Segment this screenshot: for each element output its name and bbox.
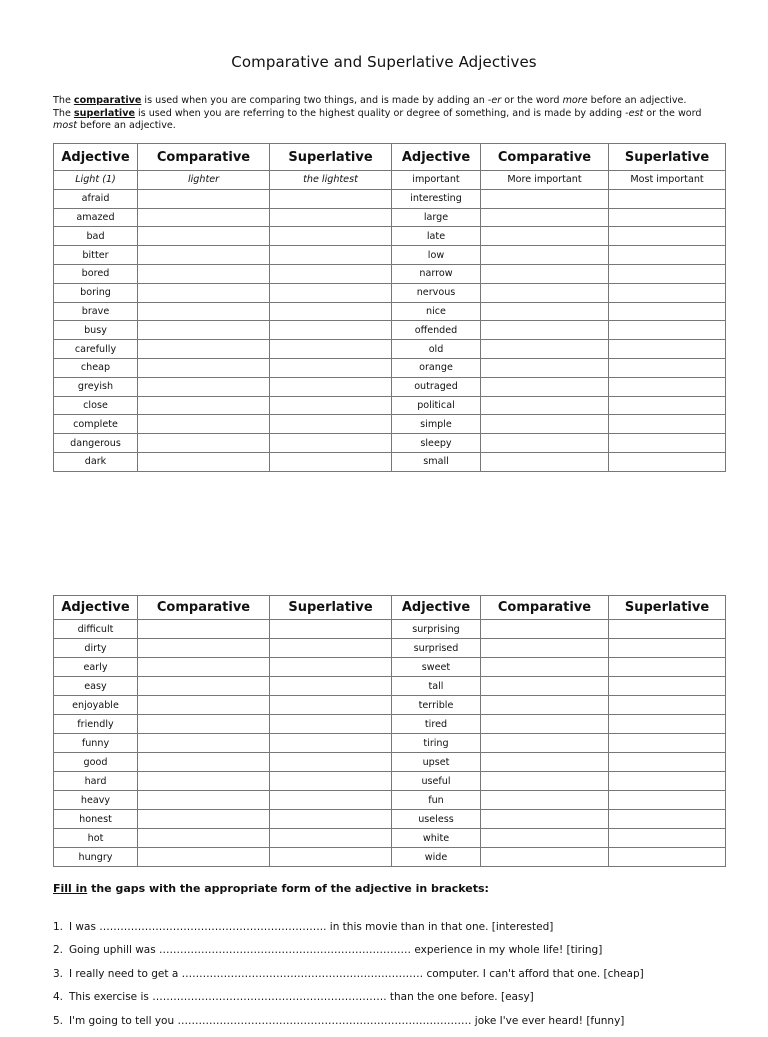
exercise-text: I'm going to tell you ………………………………………………………………………… joke I've ever heard! [funny] bbox=[69, 1014, 625, 1027]
adjective-cell: busy bbox=[54, 321, 138, 340]
superlative-blank[interactable] bbox=[609, 340, 726, 359]
col-header-adjective: Adjective bbox=[392, 144, 481, 171]
comparative-blank[interactable] bbox=[481, 377, 609, 396]
comparative-blank[interactable] bbox=[138, 772, 270, 791]
adjective-cell: tiring bbox=[392, 734, 481, 753]
superlative-blank[interactable] bbox=[609, 620, 726, 639]
comparative-blank[interactable] bbox=[481, 246, 609, 265]
exercise-number: 5. bbox=[53, 1014, 64, 1027]
table-row bbox=[54, 677, 726, 696]
adjective-cell: fun bbox=[392, 791, 481, 810]
superlative-blank[interactable] bbox=[270, 302, 392, 321]
page-title: Comparative and Superlative Adjectives bbox=[231, 53, 537, 71]
superlative-blank[interactable] bbox=[270, 434, 392, 453]
superlative-blank[interactable] bbox=[609, 208, 726, 227]
comparative-blank[interactable] bbox=[481, 283, 609, 302]
adjective-cell: dangerous bbox=[54, 434, 138, 453]
adjective-cell: upset bbox=[392, 753, 481, 772]
comparative-blank[interactable] bbox=[481, 753, 609, 772]
superlative-blank[interactable] bbox=[609, 246, 726, 265]
table-row bbox=[54, 658, 726, 677]
superlative-blank[interactable] bbox=[270, 848, 392, 867]
example-adjective: important bbox=[392, 171, 481, 190]
superlative-blank[interactable] bbox=[609, 658, 726, 677]
superlative-blank[interactable] bbox=[609, 791, 726, 810]
adjective-cell: low bbox=[392, 246, 481, 265]
comparative-blank[interactable] bbox=[138, 189, 270, 208]
adjective-cell: late bbox=[392, 227, 481, 246]
adjective-cell: complete bbox=[54, 415, 138, 434]
comparative-blank[interactable] bbox=[138, 302, 270, 321]
superlative-blank[interactable] bbox=[609, 696, 726, 715]
superlative-blank[interactable] bbox=[270, 358, 392, 377]
col-header-comparative: Comparative bbox=[481, 596, 609, 620]
example-adjective: Light (1) bbox=[54, 171, 138, 190]
comparative-blank[interactable] bbox=[138, 208, 270, 227]
table-row bbox=[54, 189, 726, 208]
superlative-blank[interactable] bbox=[270, 791, 392, 810]
comparative-blank[interactable] bbox=[138, 829, 270, 848]
adjective-cell: sweet bbox=[392, 658, 481, 677]
superlative-blank[interactable] bbox=[609, 810, 726, 829]
table-row bbox=[54, 452, 726, 471]
comparative-blank[interactable] bbox=[138, 434, 270, 453]
adjective-cell: interesting bbox=[392, 189, 481, 208]
comparative-blank[interactable] bbox=[481, 829, 609, 848]
col-header-superlative: Superlative bbox=[270, 144, 392, 171]
superlative-blank[interactable] bbox=[609, 452, 726, 471]
comparative-blank[interactable] bbox=[481, 396, 609, 415]
table-row bbox=[54, 772, 726, 791]
adjective-cell: dirty bbox=[54, 639, 138, 658]
superlative-blank[interactable] bbox=[270, 377, 392, 396]
superlative-blank[interactable] bbox=[270, 415, 392, 434]
superlative-blank[interactable] bbox=[270, 321, 392, 340]
adjective-cell: surprised bbox=[392, 639, 481, 658]
col-header-adjective: Adjective bbox=[392, 596, 481, 620]
adjective-cell: nice bbox=[392, 302, 481, 321]
exercise-number: 4. bbox=[53, 991, 64, 1004]
comparative-blank[interactable] bbox=[138, 753, 270, 772]
col-header-comparative: Comparative bbox=[138, 144, 270, 171]
superlative-blank[interactable] bbox=[270, 452, 392, 471]
superlative-blank[interactable] bbox=[270, 620, 392, 639]
exercise-item bbox=[53, 920, 733, 943]
adjective-cell: hard bbox=[54, 772, 138, 791]
comparative-blank[interactable] bbox=[138, 791, 270, 810]
adjective-cell: large bbox=[392, 208, 481, 227]
superlative-blank[interactable] bbox=[270, 772, 392, 791]
adjective-cell: cheap bbox=[54, 358, 138, 377]
comparative-blank[interactable] bbox=[138, 283, 270, 302]
table-row bbox=[54, 208, 726, 227]
adjectives-table-1 bbox=[53, 143, 726, 472]
col-header-adjective: Adjective bbox=[54, 596, 138, 620]
adjective-cell: terrible bbox=[392, 696, 481, 715]
table-row bbox=[54, 848, 726, 867]
adjective-cell: funny bbox=[54, 734, 138, 753]
superlative-blank[interactable] bbox=[270, 639, 392, 658]
example-comparative: lighter bbox=[138, 171, 270, 190]
comparative-blank[interactable] bbox=[481, 639, 609, 658]
exercise-text: Going uphill was ……………………………………………………………… experience in my whole life! [tiring] bbox=[69, 944, 603, 957]
superlative-blank[interactable] bbox=[270, 696, 392, 715]
comparative-blank[interactable] bbox=[481, 810, 609, 829]
adjective-cell: useful bbox=[392, 772, 481, 791]
exercise-item bbox=[53, 1014, 733, 1037]
comparative-blank[interactable] bbox=[481, 189, 609, 208]
adjective-cell: close bbox=[54, 396, 138, 415]
table-row bbox=[54, 434, 726, 453]
superlative-blank[interactable] bbox=[270, 753, 392, 772]
superlative-blank[interactable] bbox=[609, 639, 726, 658]
superlative-blank[interactable] bbox=[609, 358, 726, 377]
superlative-blank[interactable] bbox=[609, 227, 726, 246]
superlative-blank[interactable] bbox=[609, 434, 726, 453]
comparative-blank[interactable] bbox=[138, 734, 270, 753]
superlative-blank[interactable] bbox=[609, 283, 726, 302]
table-row bbox=[54, 340, 726, 359]
col-header-superlative: Superlative bbox=[609, 144, 726, 171]
superlative-blank[interactable] bbox=[270, 264, 392, 283]
adjective-cell: nervous bbox=[392, 283, 481, 302]
superlative-blank[interactable] bbox=[609, 189, 726, 208]
adjective-cell: tall bbox=[392, 677, 481, 696]
table-row bbox=[54, 810, 726, 829]
example-superlative: Most important bbox=[609, 171, 726, 190]
exercise-list bbox=[53, 920, 733, 1037]
comparative-blank[interactable] bbox=[138, 639, 270, 658]
table-row bbox=[54, 264, 726, 283]
superlative-blank[interactable] bbox=[609, 415, 726, 434]
superlative-blank[interactable] bbox=[609, 715, 726, 734]
adjective-cell: heavy bbox=[54, 791, 138, 810]
table-row bbox=[54, 734, 726, 753]
comparative-blank[interactable] bbox=[481, 452, 609, 471]
comparative-blank[interactable] bbox=[481, 791, 609, 810]
superlative-blank[interactable] bbox=[609, 302, 726, 321]
adjective-cell: enjoyable bbox=[54, 696, 138, 715]
comparative-blank[interactable] bbox=[481, 227, 609, 246]
superlative-blank[interactable] bbox=[270, 283, 392, 302]
adjective-cell: hot bbox=[54, 829, 138, 848]
superlative-blank[interactable] bbox=[270, 396, 392, 415]
superlative-blank[interactable] bbox=[270, 189, 392, 208]
superlative-blank[interactable] bbox=[270, 677, 392, 696]
adjective-cell: difficult bbox=[54, 620, 138, 639]
intro-superlative: The superlative is used when you are referring to the highest quality or degree of something, and is made by adding -est or the word most before an adjective. bbox=[53, 107, 702, 131]
superlative-blank[interactable] bbox=[270, 715, 392, 734]
adjective-cell: tired bbox=[392, 715, 481, 734]
comparative-blank[interactable] bbox=[481, 264, 609, 283]
superlative-blank[interactable] bbox=[609, 396, 726, 415]
superlative-blank[interactable] bbox=[609, 377, 726, 396]
adjective-cell: bitter bbox=[54, 246, 138, 265]
adjective-cell: brave bbox=[54, 302, 138, 321]
table-row bbox=[54, 639, 726, 658]
exercise-number: 3. bbox=[53, 967, 64, 980]
superlative-blank[interactable] bbox=[270, 208, 392, 227]
comparative-blank[interactable] bbox=[481, 620, 609, 639]
adjective-cell: early bbox=[54, 658, 138, 677]
superlative-blank[interactable] bbox=[609, 264, 726, 283]
table-row bbox=[54, 377, 726, 396]
comparative-blank[interactable] bbox=[481, 415, 609, 434]
superlative-blank[interactable] bbox=[270, 734, 392, 753]
comparative-blank[interactable] bbox=[481, 677, 609, 696]
table-row bbox=[54, 791, 726, 810]
table-row bbox=[54, 415, 726, 434]
adjective-cell: good bbox=[54, 753, 138, 772]
exercise-text: I really need to get a …………………………………………………………… computer. I can't afford that one. [cheap] bbox=[69, 967, 644, 980]
col-header-comparative: Comparative bbox=[138, 596, 270, 620]
table-row bbox=[54, 696, 726, 715]
adjective-cell: useless bbox=[392, 810, 481, 829]
adjective-cell: white bbox=[392, 829, 481, 848]
comparative-blank[interactable] bbox=[481, 358, 609, 377]
example-comparative: More important bbox=[481, 171, 609, 190]
comparative-blank[interactable] bbox=[138, 321, 270, 340]
example-superlative: the lightest bbox=[270, 171, 392, 190]
table-row bbox=[54, 302, 726, 321]
comparative-blank[interactable] bbox=[481, 848, 609, 867]
adjective-cell: outraged bbox=[392, 377, 481, 396]
table-row bbox=[54, 227, 726, 246]
adjective-cell: amazed bbox=[54, 208, 138, 227]
exercise-instruction: Fill in the gaps with the appropriate form of the adjective in brackets: bbox=[53, 882, 489, 895]
exercise-item bbox=[53, 990, 733, 1013]
comparative-blank[interactable] bbox=[481, 321, 609, 340]
col-header-superlative: Superlative bbox=[609, 596, 726, 620]
comparative-blank[interactable] bbox=[138, 246, 270, 265]
comparative-blank[interactable] bbox=[138, 340, 270, 359]
superlative-blank[interactable] bbox=[270, 227, 392, 246]
adjective-cell: dark bbox=[54, 452, 138, 471]
adjective-cell: bored bbox=[54, 264, 138, 283]
adjective-cell: honest bbox=[54, 810, 138, 829]
table-row bbox=[54, 396, 726, 415]
adjective-cell: simple bbox=[392, 415, 481, 434]
adjective-cell: bad bbox=[54, 227, 138, 246]
table-row bbox=[54, 358, 726, 377]
table-row bbox=[54, 715, 726, 734]
comparative-blank[interactable] bbox=[481, 772, 609, 791]
exercise-text: This exercise is …………………………………………………………. than the one before. [easy] bbox=[69, 991, 534, 1004]
example-row bbox=[54, 171, 726, 190]
comparative-blank[interactable] bbox=[138, 677, 270, 696]
table-row bbox=[54, 246, 726, 265]
adjectives-table-2 bbox=[53, 595, 726, 867]
comparative-blank[interactable] bbox=[481, 658, 609, 677]
adjective-cell: friendly bbox=[54, 715, 138, 734]
comparative-blank[interactable] bbox=[138, 620, 270, 639]
comparative-blank[interactable] bbox=[481, 734, 609, 753]
col-header-adjective: Adjective bbox=[54, 144, 138, 171]
comparative-blank[interactable] bbox=[481, 434, 609, 453]
superlative-blank[interactable] bbox=[609, 321, 726, 340]
exercise-text: I was ……………………………………………………….. in this movie than in that one. [interested] bbox=[69, 921, 554, 933]
superlative-blank[interactable] bbox=[270, 810, 392, 829]
adjective-cell: wide bbox=[392, 848, 481, 867]
superlative-blank[interactable] bbox=[609, 848, 726, 867]
col-header-comparative: Comparative bbox=[481, 144, 609, 171]
adjective-cell: political bbox=[392, 396, 481, 415]
table-row bbox=[54, 321, 726, 340]
comparative-blank[interactable] bbox=[138, 452, 270, 471]
comparative-blank[interactable] bbox=[138, 415, 270, 434]
exercise-item bbox=[53, 943, 733, 966]
comparative-blank[interactable] bbox=[138, 377, 270, 396]
comparative-blank[interactable] bbox=[138, 696, 270, 715]
intro-text bbox=[53, 95, 733, 133]
intro-comparative: The comparative is used when you are comparing two things, and is made by adding an -er or the word more before an adjective. bbox=[53, 95, 687, 106]
superlative-blank[interactable] bbox=[609, 829, 726, 848]
superlative-blank[interactable] bbox=[609, 677, 726, 696]
adjective-cell: offended bbox=[392, 321, 481, 340]
adjective-cell: easy bbox=[54, 677, 138, 696]
comparative-blank[interactable] bbox=[481, 340, 609, 359]
comparative-blank[interactable] bbox=[138, 810, 270, 829]
adjective-cell: afraid bbox=[54, 189, 138, 208]
superlative-blank[interactable] bbox=[270, 340, 392, 359]
adjective-cell: sleepy bbox=[392, 434, 481, 453]
comparative-blank[interactable] bbox=[481, 208, 609, 227]
exercise-number: 2. bbox=[53, 944, 64, 957]
exercise-item bbox=[53, 967, 733, 990]
adjective-cell: greyish bbox=[54, 377, 138, 396]
comparative-blank[interactable] bbox=[138, 848, 270, 867]
adjective-cell: narrow bbox=[392, 264, 481, 283]
superlative-blank[interactable] bbox=[609, 734, 726, 753]
adjective-cell: hungry bbox=[54, 848, 138, 867]
table-row bbox=[54, 829, 726, 848]
comparative-blank[interactable] bbox=[481, 715, 609, 734]
adjective-cell: orange bbox=[392, 358, 481, 377]
comparative-blank[interactable] bbox=[138, 264, 270, 283]
superlative-blank[interactable] bbox=[609, 772, 726, 791]
comparative-blank[interactable] bbox=[138, 396, 270, 415]
adjective-cell: surprising bbox=[392, 620, 481, 639]
superlative-blank[interactable] bbox=[270, 246, 392, 265]
superlative-blank[interactable] bbox=[609, 753, 726, 772]
adjective-cell: small bbox=[392, 452, 481, 471]
adjective-cell: boring bbox=[54, 283, 138, 302]
superlative-blank[interactable] bbox=[270, 829, 392, 848]
table-row bbox=[54, 753, 726, 772]
comparative-blank[interactable] bbox=[138, 658, 270, 677]
comparative-blank[interactable] bbox=[138, 715, 270, 734]
superlative-blank[interactable] bbox=[270, 658, 392, 677]
col-header-superlative: Superlative bbox=[270, 596, 392, 620]
adjective-cell: old bbox=[392, 340, 481, 359]
comparative-blank[interactable] bbox=[481, 302, 609, 321]
exercise-number: 1. bbox=[53, 921, 64, 933]
adjective-cell: carefully bbox=[54, 340, 138, 359]
comparative-blank[interactable] bbox=[481, 696, 609, 715]
table-row bbox=[54, 620, 726, 639]
table-row bbox=[54, 283, 726, 302]
comparative-blank[interactable] bbox=[138, 358, 270, 377]
comparative-blank[interactable] bbox=[138, 227, 270, 246]
